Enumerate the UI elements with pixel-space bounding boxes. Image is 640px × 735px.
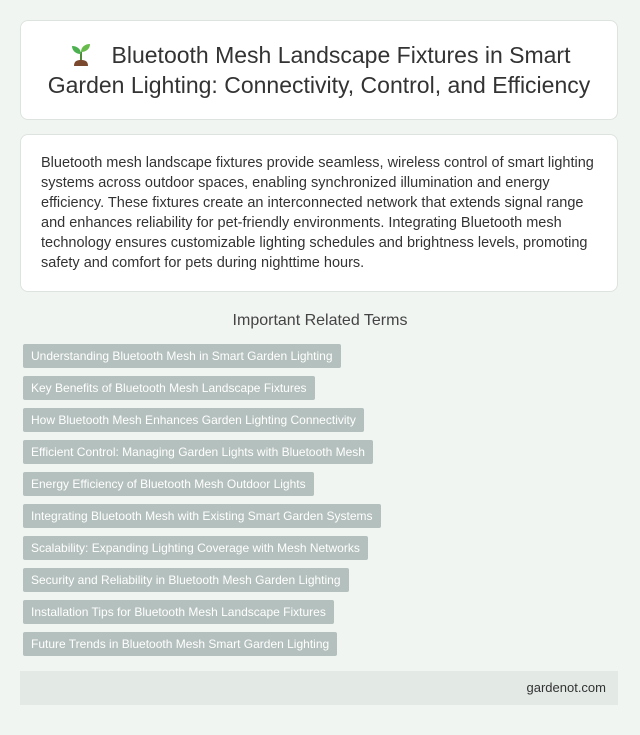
related-terms-list [23, 344, 381, 664]
related-term-tag[interactable]: Scalability: Expanding Lighting Coverage with Mesh Networks [23, 536, 368, 560]
related-term-tag[interactable]: Installation Tips for Bluetooth Mesh Landscape Fixtures [23, 600, 334, 624]
related-term-tag[interactable]: Security and Reliability in Bluetooth Mesh Garden Lighting [23, 568, 349, 592]
list-item [23, 536, 381, 560]
list-item [23, 344, 381, 368]
list-item [23, 376, 381, 400]
sprout-icon [68, 41, 94, 67]
footer-site-link[interactable]: gardenot.com [526, 680, 606, 695]
list-item [23, 600, 381, 624]
intro-card [20, 134, 618, 292]
list-item [23, 408, 381, 432]
title-card [20, 20, 618, 120]
page-title-text: Bluetooth Mesh Landscape Fixtures in Smart Garden Lighting: Connectivity, Control, and Efficiency [47, 42, 591, 98]
related-term-tag[interactable]: Key Benefits of Bluetooth Mesh Landscape Fixtures [23, 376, 315, 400]
related-terms-heading: Important Related Terms [232, 312, 408, 329]
list-item [23, 632, 381, 656]
footer [20, 671, 618, 705]
page-title [35, 40, 603, 100]
related-term-tag[interactable]: How Bluetooth Mesh Enhances Garden Lighting Connectivity [23, 408, 364, 432]
related-term-tag[interactable]: Energy Efficiency of Bluetooth Mesh Outdoor Lights [23, 472, 314, 496]
related-term-tag[interactable]: Understanding Bluetooth Mesh in Smart Garden Lighting [23, 344, 341, 368]
list-item [23, 568, 381, 592]
intro-paragraph: Bluetooth mesh landscape fixtures provide seamless, wireless control of smart lighting systems across outdoor spaces, enabling synchronized illumination and energy efficiency. These fixtures create an interconnected network that extends signal range and enhances reliability for pet-friendly environments. Integrating Bluetooth mesh technology ensures customizable lighting schedules and brightness levels, promoting safety and comfort for pets during nighttime hours. [41, 155, 594, 271]
related-term-tag[interactable]: Integrating Bluetooth Mesh with Existing Smart Garden Systems [23, 504, 381, 528]
related-term-tag[interactable]: Future Trends in Bluetooth Mesh Smart Garden Lighting [23, 632, 337, 656]
list-item [23, 472, 381, 496]
list-item [23, 504, 381, 528]
list-item [23, 440, 381, 464]
related-term-tag[interactable]: Efficient Control: Managing Garden Lights with Bluetooth Mesh [23, 440, 373, 464]
